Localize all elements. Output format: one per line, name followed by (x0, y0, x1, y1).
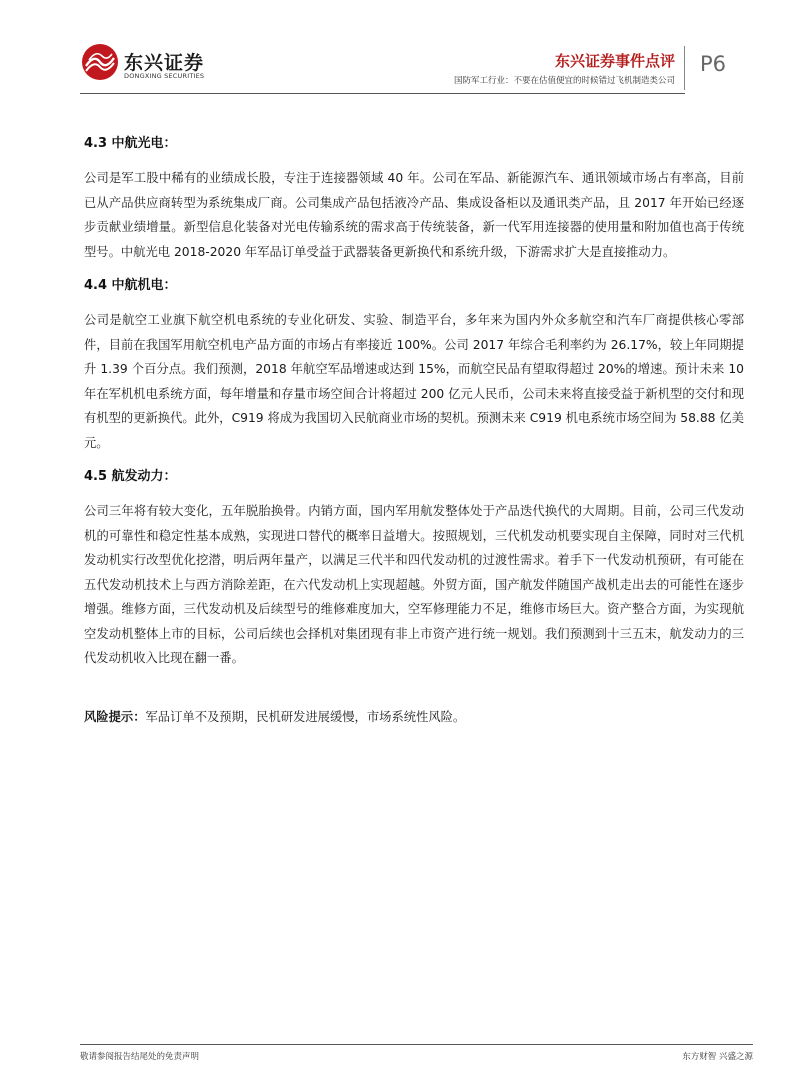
section-body-avic-electromechanical: 公司是航空工业旗下航空机电系统的专业化研发、实验、制造平台，多年来为国内外众多航空和汽车厂商提供核心零部件，目前在我国军用航空机电产品方面的市场占有率接近 100%。公司 2017 年综合毛利率约为 26.17%，较上年同期提升 1.39 个百分点。我们预测，2018 年航空军品增速或达到 15%，而航空民品有望取得超过 20%的增速。预计未来 10 年在军机机电系统方面，每年增量和存量市场空间合计将超过 200 亿元人民币，公司未来将直接受益于新机型的交付和现有机型的更新换代。此外，C919 将成为我国切入民航商业市场的契机。预测未来 C919 机电系统市场空间为 58.88 亿美元。 (84, 313, 744, 450)
risk-warning-text: 军品订单不及预期，民机研发进展缓慢，市场系统性风险。 (145, 709, 466, 724)
section-heading-avic-electromechanical: 4.4 中航机电： (84, 278, 177, 293)
risk-warning-label: 风险提示： (84, 709, 146, 724)
main-content (84, 134, 744, 729)
section-heading-aecc-aero-engine: 4.5 航发动力： (84, 469, 177, 484)
page-number: P6 (700, 52, 727, 76)
risk-warning (84, 705, 744, 729)
header-rule (80, 93, 685, 94)
section-heading-avic-jonhon: 4.3 中航光电： (84, 136, 177, 151)
company-logo (80, 42, 220, 86)
header-divider (684, 46, 685, 90)
report-subtitle: 国防军工行业：不要在估值便宜的时候错过飞机制造类公司 (453, 76, 675, 86)
section-body-avic-jonhon: 公司是军工股中稀有的业绩成长股，专注于连接器领域 40 年。公司在军品、新能源汽车、通讯领域市场占有率高，目前已从产品供应商转型为系统集成厂商。公司集成产品包括液冷产品、集成设备柜以及通讯类产品，且 2017 年开始已经逐步贡献业绩增量。新型信息化装备对光电传输系统的需求高于传统装备，新一代军用连接器的使用量和附加值也高于传统型号。中航光电 2018-2020 年军品订单受益于武器装备更新换代和系统升级，下游需求扩大是直接推动力。 (84, 171, 744, 259)
footer-disclaimer-note: 敬请参阅报告结尾处的免责声明 (80, 1052, 200, 1062)
report-type-title: 东兴证券事件点评 (554, 52, 675, 70)
footer-slogan: 东方财智 兴盛之源 (682, 1052, 753, 1062)
footer-rule (80, 1044, 753, 1045)
logo-emblem-icon (80, 42, 120, 82)
logo-chinese-name: 东兴证券 (124, 52, 205, 74)
page-header (0, 0, 793, 100)
section-body-aecc-aero-engine: 公司三年将有较大变化，五年脱胎换骨。内销方面，国内军用航发整体处于产品迭代换代的大周期。目前，公司三代发动机的可靠性和稳定性基本成熟，实现进口替代的概率日益增大。按照规划，三代机发动机要实现自主保障，同时对三代机发动机实行改型优化挖潜，明后两年量产，以满足三代半和四代发动机的过渡性需求。着手下一代发动机预研，有可能在五代发动机技术上与西方消除差距，在六代发动机上实现超越。外贸方面，国产航发伴随国产战机走出去的可能性在逐步增强。维修方面，三代发动机及后续型号的维修难度加大，空军修理能力不足，维修市场巨大。资产整合方面，为实现航空发动机整体上市的目标，公司后续也会择机对集团现有非上市资产进行统一规划。我们预测到十三五末，航发动力的三代发动机收入比现在翻一番。 (84, 504, 744, 665)
logo-english-name: DONGXING SECURITIES (124, 72, 205, 80)
